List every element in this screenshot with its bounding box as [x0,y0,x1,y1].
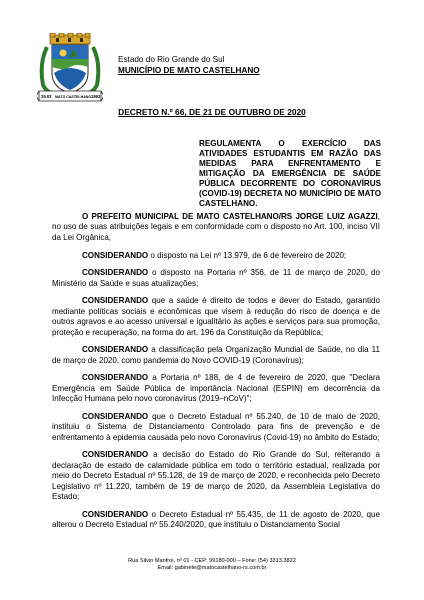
paragraph [52,450,380,502]
paragraph [52,373,380,404]
paragraph-lead: CONSIDERANDO [82,509,149,519]
footer-address: Rua Silvio Manfroi, nº 01 - CEP: 99180-000 – Fone: (54) 3313.3822 [128,558,296,564]
paragraph [52,412,380,443]
paragraph-text: o Decreto Estadual nº 55.435, de 11 de agosto de 2020, que alterou o Decreto Estadual nº 55.240/2020, que instituiu o Distanciamento Social [52,509,380,530]
paragraph [52,268,380,289]
paragraph-text: o disposto na Portaria nº 356, de 11 de março de 2020, do Ministério da Saúde e suas atualizações; [52,268,380,288]
decree-body [52,212,380,538]
paragraph-text: , no uso de suas atribuições legais e em conformidade com o disposto no Art. 100, inciso VII da Lei Orgânica, [52,212,380,242]
footer-email: Email: gabinete@matocastelhano-rs.com.br [157,565,267,572]
letterhead [118,55,260,76]
ribbon-left-text: 25.03 [41,94,52,99]
decree-summary: REGULAMENTA O EXERCÍCIO DAS ATIVIDADES ESTUDANTIS EM RAZÃO DAS MEDIDAS PARA ENFRENTAMENTO E MITIGAÇÃO DA EMERGÊNCIA DE SAÚDE PÚBLICA DECORRENTE DO CORONAVÍRUS (COVID-19) DECRETA NO MUNICÍPIO DE MATO CASTELHANO. [199,139,381,208]
paragraph [52,510,380,531]
state-name: Estado do Rio Grande do Sul [118,55,225,64]
ribbon-center-text: MATO CASTELHANO [55,95,92,99]
paragraph-lead: CONSIDERANDO [82,296,149,306]
paragraph-lead: CONSIDERANDO [82,268,149,278]
municipal-coat-of-arms [37,33,103,106]
paragraph [52,296,380,338]
paragraph-text: que o Decreto Estadual nº 55.240, de 10 de maio de 2020, instituiu o Sistema de Distanciamento Controlado para fins de prevenção e de enfrentamento à epidemia causada pelo novo Coronavírus (Covid-19) no âmbito do Estado; [52,411,380,442]
decree-title: DECRETO N.º 66, DE 21 DE OUTUBRO DE 2020 [118,107,306,117]
paragraph-text: o disposto na Lei nº 13.979, de 6 de fevereiro de 2020; [148,250,347,260]
right-laurel [89,47,98,93]
paragraph [52,212,380,243]
paragraph-text: a classificação pela Organização Mundial de Saúde, no dia 11 de março de 2020, como pandemia do Novo COVID-19 (Coronavírus); [52,345,380,365]
left-laurel [42,47,51,93]
paragraph-lead: CONSIDERANDO [82,345,149,355]
paragraph-lead: O PREFEITO MUNICIPAL DE MATO CASTELHANO/RS JORGE LUIZ AGAZZI [82,212,378,221]
paragraph [52,251,380,261]
page-footer [0,558,424,573]
paragraph-text: a decisão do Estado do Rio Grande do Sul, reiterando a declaração de estado de calamidade pública em todo o território estadual, realizada por meio do Decreto Estadual nº 55.128, de 19 de março de 2020, e reconhecida pelo Decreto Legislativo nº 11.220, também de 19 de março de 2020, da Assembleia Legislativa do Estado; [52,450,380,502]
paragraph-lead: CONSIDERANDO [82,450,149,460]
paragraph [52,345,380,366]
paragraph-lead: CONSIDERANDO [82,250,149,260]
paragraph-lead: CONSIDERANDO [82,373,149,383]
paragraph-text: que a saúde é direito de todos e dever do Estado, garantido mediante políticas sociais e econômicas que visem à redução do risco de doença e de outros agravos e ao acesso universal e igualitário às ações e serviços para sua promoção, proteção e recuperação, na forma do art. 196 da Constituição da República; [52,296,380,337]
municipality-name: MUNICÍPIO DE MATO CASTELHANO [118,65,260,75]
ribbon-right-text: 1992 [91,94,101,99]
paragraph-lead: CONSIDERANDO [82,411,149,421]
paragraph-text: a Portaria nº 188, de 4 de fevereiro de 2020, que "Declara Emergência em Saúde Pública de importância Nacional (ESPIN) em decorrência da Infecção Humana pelo novo coronavírus (2019–nCoV)"; [52,373,380,404]
